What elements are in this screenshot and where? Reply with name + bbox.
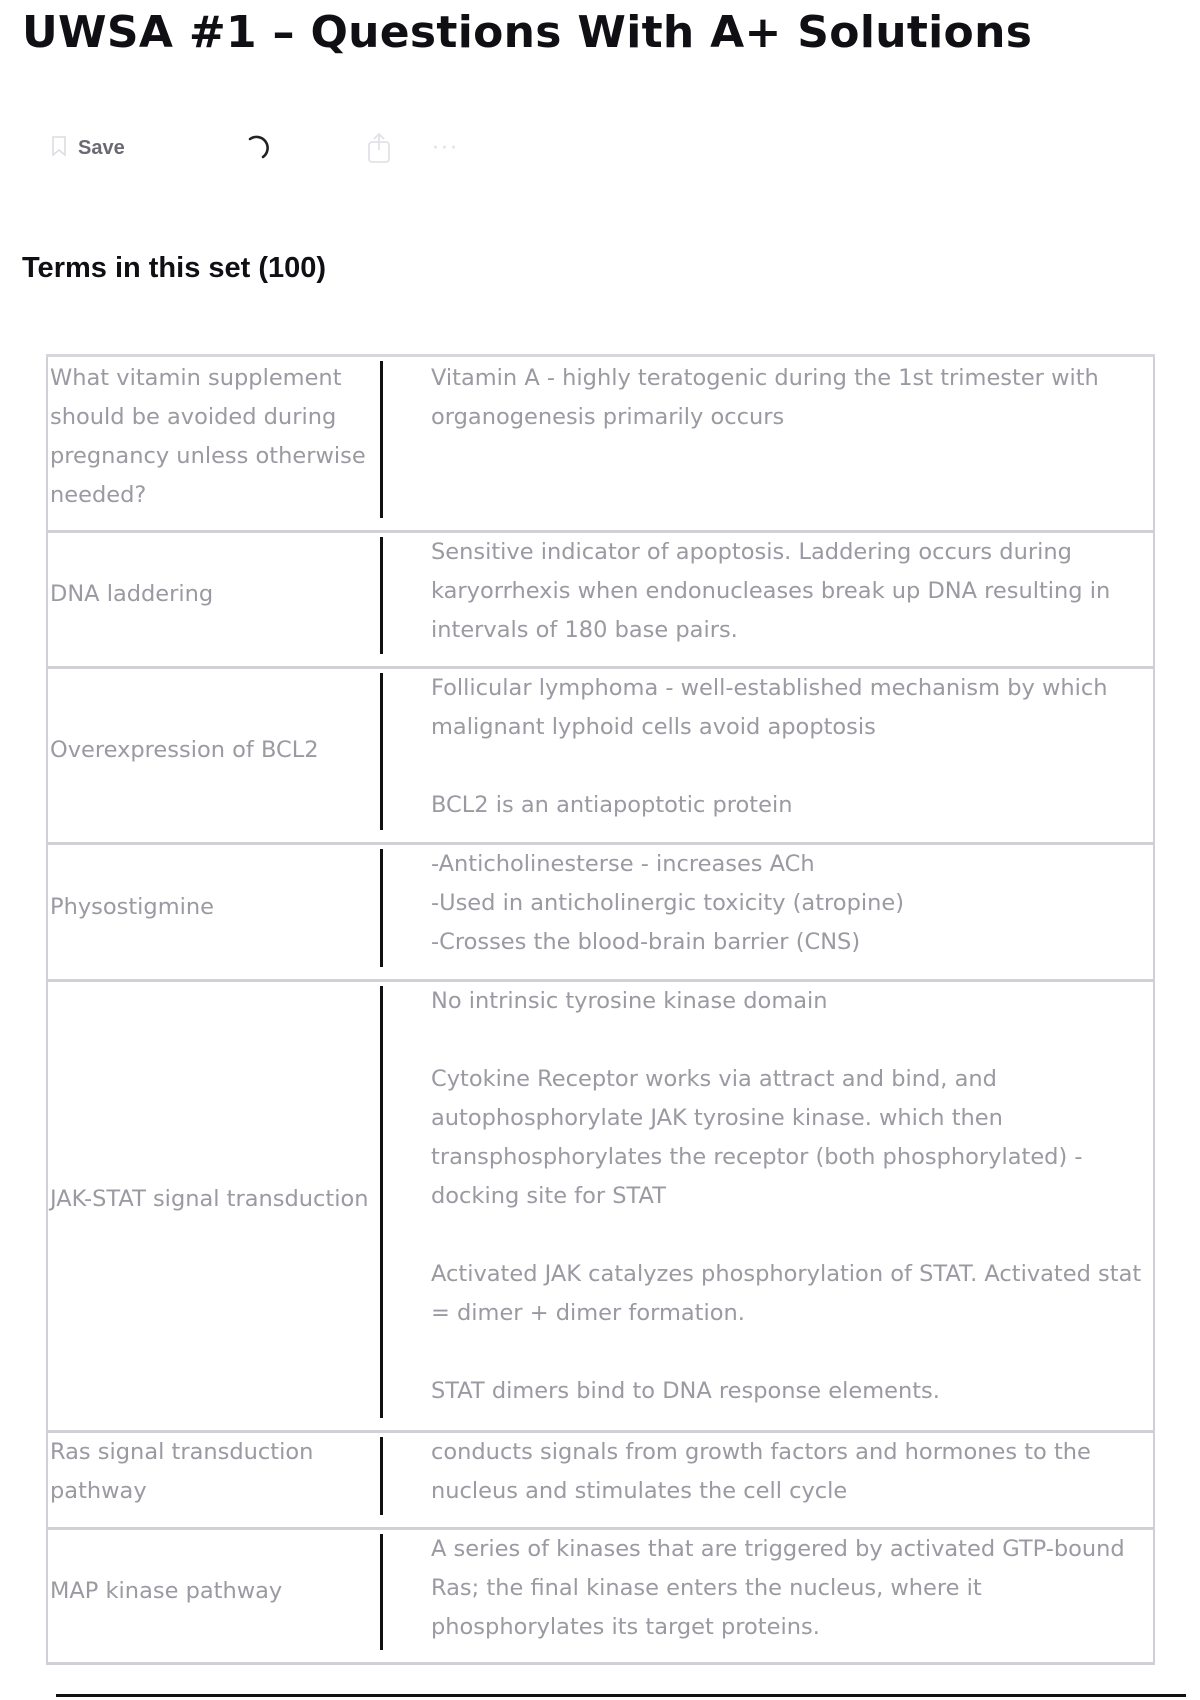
term-row <box>46 357 1155 533</box>
more-options-icon[interactable]: ··· <box>432 135 459 161</box>
definition-line: STAT dimers bind to DNA response elements. <box>431 1378 940 1404</box>
share-icon[interactable] <box>366 120 392 176</box>
definition-line: -Used in anticholinergic toxicity (atropine) <box>431 890 904 916</box>
save-button[interactable] <box>52 120 125 176</box>
row-divider <box>380 1534 383 1650</box>
term-text: JAK-STAT signal transduction <box>50 1185 369 1212</box>
definition-line: -Anticholinesterse - increases ACh <box>431 851 815 877</box>
definition-line: -Crosses the blood-brain barrier (CNS) <box>431 929 861 955</box>
row-divider <box>380 849 383 967</box>
row-divider <box>380 537 383 654</box>
row-divider <box>380 673 383 830</box>
definition-line: Vitamin A - highly teratogenic during the 1st trimester with organogenesis primarily occurs <box>431 365 1099 430</box>
term-text: Overexpression of BCL2 <box>50 737 319 763</box>
row-divider <box>380 1437 383 1515</box>
definition-line: No intrinsic tyrosine kinase domain <box>431 988 828 1014</box>
page-title: UWSA #1 – Questions With A+ Solutions <box>22 7 1033 58</box>
definition-text <box>431 982 1143 1411</box>
definition-line: conducts signals from growth factors and hormones to the nucleus and stimulates the cell cycle <box>431 1439 1091 1504</box>
definition-line: Activated JAK catalyzes phosphorylation of STAT. Activated stat = dimer + dimer formation. <box>431 1261 1142 1326</box>
term-text: DNA laddering <box>50 581 214 607</box>
definition-text <box>431 845 1143 962</box>
toolbar <box>0 120 600 176</box>
definition-text <box>431 359 1143 437</box>
term-row <box>46 1530 1155 1665</box>
definition-line: A series of kinases that are triggered by activated GTP-bound Ras; the final kinase enters the nucleus, where it phosphorylates its target proteins. <box>431 1536 1125 1640</box>
terms-table <box>46 354 1155 1665</box>
definition-line: Sensitive indicator of apoptosis. Laddering occurs during karyorrhexis when endonucleases break up DNA resulting in intervals of 180 base pairs. <box>431 539 1111 643</box>
section-heading: Terms in this set (100) <box>22 252 327 284</box>
term-row <box>46 669 1155 845</box>
term-text: Physostigmine <box>50 893 214 920</box>
definition-text <box>431 669 1143 825</box>
term-row <box>46 982 1155 1433</box>
loading-spinner-icon <box>245 120 271 176</box>
term-text: MAP kinase pathway <box>50 1577 283 1604</box>
definition-spacer <box>431 1216 1143 1255</box>
term-row <box>46 845 1155 982</box>
save-label: Save <box>78 136 125 159</box>
term-text: What vitamin supplement should be avoided during pregnancy unless otherwise needed? <box>50 365 366 508</box>
bottom-divider <box>56 1694 1186 1697</box>
term-row <box>46 1433 1155 1530</box>
definition-text <box>431 1433 1143 1511</box>
definition-spacer <box>431 1333 1143 1372</box>
definition-text <box>431 533 1143 650</box>
row-divider <box>380 986 383 1418</box>
definition-text <box>431 1530 1143 1647</box>
definition-line: BCL2 is an antiapoptotic protein <box>431 792 793 818</box>
definition-line: Cytokine Receptor works via attract and bind, and autophosphorylate JAK tyrosine kinase. which then transphosphorylates the receptor (both phosphorylated) - docking site for STAT <box>431 1066 1083 1209</box>
definition-spacer <box>431 1021 1143 1060</box>
term-row <box>46 533 1155 669</box>
row-divider <box>380 361 383 518</box>
definition-spacer <box>431 747 1143 786</box>
term-text: Ras signal transduction pathway <box>50 1439 314 1504</box>
definition-line: Follicular lymphoma - well-established mechanism by which malignant lyphoid cells avoid apoptosis <box>431 675 1108 740</box>
bookmark-icon <box>52 136 66 161</box>
